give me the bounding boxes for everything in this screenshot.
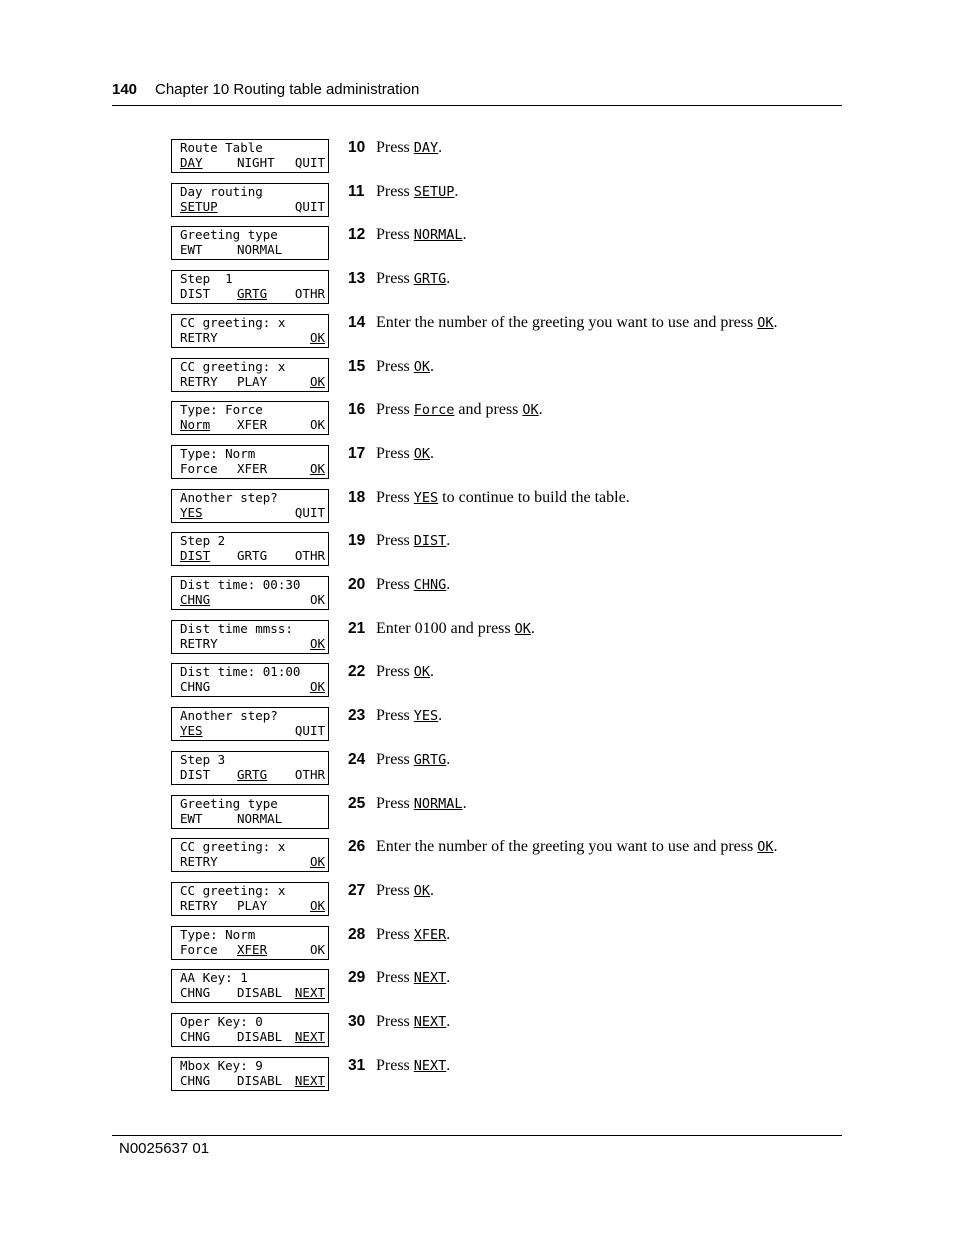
- softkey-label[interactable]: EWT: [180, 811, 203, 826]
- lcd-display: [171, 751, 329, 785]
- lcd-line-1: Type: Norm: [180, 446, 256, 461]
- lcd-softkeys: [180, 461, 325, 476]
- key-label: DIST: [413, 533, 447, 549]
- lcd-softkeys: [180, 242, 325, 257]
- lcd-line-1: CC greeting: x: [180, 883, 286, 898]
- step-number: 15: [348, 358, 366, 375]
- softkey-label[interactable]: DISABL: [237, 1029, 283, 1044]
- softkey-label[interactable]: EWT: [180, 242, 203, 257]
- instruction-text: .: [530, 620, 535, 637]
- instruction-text: to continue to build the table.: [438, 489, 630, 506]
- lcd-line-1: CC greeting: x: [180, 315, 286, 330]
- lcd-display: [171, 314, 329, 348]
- step-row: [0, 139, 954, 173]
- lcd-softkeys: [180, 548, 325, 563]
- key-label: NEXT: [413, 1014, 447, 1030]
- instruction-text: .: [462, 226, 467, 243]
- instruction-text: .: [446, 1013, 451, 1030]
- step-row: [0, 532, 954, 566]
- key-label: YES: [413, 708, 439, 724]
- softkey-label[interactable]: NEXT: [294, 985, 325, 1000]
- step-row: [0, 795, 954, 829]
- key-label: NORMAL: [413, 796, 463, 812]
- softkey-label[interactable]: XFER: [237, 417, 268, 432]
- key-label: OK: [514, 621, 531, 637]
- instruction-text: Press: [376, 707, 414, 724]
- lcd-display: [171, 489, 329, 523]
- step-instruction: [376, 663, 434, 681]
- instruction-text: .: [462, 795, 467, 812]
- step-row: [0, 882, 954, 916]
- instruction-text: .: [446, 1057, 451, 1074]
- step-instruction: [376, 270, 450, 288]
- lcd-line-1: Greeting type: [180, 227, 278, 242]
- step-row: [0, 226, 954, 260]
- key-label: OK: [413, 664, 431, 680]
- lcd-display: [171, 401, 329, 435]
- softkey-label[interactable]: OK: [309, 679, 325, 694]
- step-number: 13: [348, 270, 366, 287]
- softkey-label[interactable]: DAY: [180, 155, 203, 170]
- lcd-line-1: Dist time: 00:30: [180, 577, 301, 592]
- key-label: OK: [413, 883, 431, 899]
- step-number: 18: [348, 489, 366, 506]
- lcd-display: [171, 1013, 329, 1047]
- lcd-line-1: Step 1: [180, 271, 233, 286]
- lcd-display: [171, 882, 329, 916]
- step-number: 10: [348, 139, 366, 156]
- step-row: [0, 1013, 954, 1047]
- instruction-text: Press: [376, 751, 414, 768]
- softkey-label[interactable]: RETRY: [180, 898, 218, 913]
- step-number: 20: [348, 576, 366, 593]
- softkey-label[interactable]: QUIT: [294, 723, 325, 738]
- softkey-label[interactable]: Force: [180, 942, 218, 957]
- key-label: SETUP: [413, 184, 455, 200]
- instruction-text: .: [430, 882, 435, 899]
- instruction-text: Press: [376, 1057, 414, 1074]
- lcd-line-1: Route Table: [180, 140, 263, 155]
- softkey-label[interactable]: RETRY: [180, 636, 218, 651]
- instruction-text: Press: [376, 882, 414, 899]
- page-header: [112, 78, 842, 106]
- lcd-display: [171, 1057, 329, 1091]
- key-label: OK: [413, 359, 431, 375]
- step-instruction: [376, 707, 442, 725]
- softkey-label[interactable]: OTHR: [294, 286, 325, 301]
- step-row: [0, 969, 954, 1003]
- softkey-label[interactable]: NORMAL: [237, 811, 283, 826]
- step-instruction: [376, 576, 450, 594]
- step-row: [0, 270, 954, 304]
- instruction-text: Enter the number of the greeting you want to use and press: [376, 838, 758, 855]
- softkey-label[interactable]: OK: [309, 942, 325, 957]
- key-label: YES: [413, 490, 439, 506]
- instruction-text: Press: [376, 401, 414, 418]
- lcd-softkeys: [180, 1029, 325, 1044]
- step-instruction: [376, 226, 467, 244]
- softkey-label[interactable]: RETRY: [180, 330, 218, 345]
- softkey-label[interactable]: OK: [309, 330, 325, 345]
- step-instruction: [376, 969, 450, 987]
- softkey-label[interactable]: DIST: [180, 548, 211, 563]
- step-row: [0, 576, 954, 610]
- step-row: [0, 663, 954, 697]
- instruction-text: Press: [376, 795, 414, 812]
- instruction-text: Press: [376, 576, 414, 593]
- key-label: OK: [522, 402, 539, 418]
- instruction-text: .: [773, 314, 778, 331]
- softkey-label[interactable]: CHNG: [180, 679, 211, 694]
- step-number: 16: [348, 401, 366, 418]
- lcd-softkeys: [180, 1073, 325, 1088]
- step-instruction: [376, 1013, 450, 1031]
- instruction-text: .: [438, 707, 443, 724]
- instruction-text: Press: [376, 226, 414, 243]
- key-label: NORMAL: [413, 227, 463, 243]
- softkey-label[interactable]: QUIT: [294, 505, 325, 520]
- softkey-label[interactable]: NIGHT: [237, 155, 275, 170]
- softkey-label[interactable]: YES: [180, 505, 203, 520]
- lcd-line-1: Dist time: 01:00: [180, 664, 301, 679]
- lcd-softkeys: [180, 723, 325, 738]
- step-row: [0, 314, 954, 348]
- lcd-display: [171, 358, 329, 392]
- instruction-text: .: [430, 358, 435, 375]
- key-label: NEXT: [413, 1058, 447, 1074]
- instruction-text: Press: [376, 358, 414, 375]
- lcd-line-1: Another step?: [180, 490, 278, 505]
- lcd-display: [171, 969, 329, 1003]
- key-label: DAY: [413, 140, 439, 156]
- softkey-label[interactable]: OK: [309, 636, 325, 651]
- lcd-display: [171, 926, 329, 960]
- lcd-display: [171, 270, 329, 304]
- softkey-label[interactable]: OTHR: [294, 767, 325, 782]
- softkey-label[interactable]: NORMAL: [237, 242, 283, 257]
- softkey-label[interactable]: CHNG: [180, 1073, 211, 1088]
- lcd-display: [171, 620, 329, 654]
- lcd-softkeys: [180, 330, 325, 345]
- instruction-text: Enter 0100 and press: [376, 620, 515, 637]
- step-number: 29: [348, 969, 366, 986]
- step-instruction: [376, 926, 450, 944]
- softkey-label[interactable]: PLAY: [237, 898, 268, 913]
- instruction-text: Press: [376, 532, 414, 549]
- lcd-display: [171, 226, 329, 260]
- lcd-softkeys: [180, 767, 325, 782]
- step-number: 14: [348, 314, 366, 331]
- key-label: CHNG: [413, 577, 447, 593]
- softkey-label[interactable]: OTHR: [294, 548, 325, 563]
- step-number: 22: [348, 663, 366, 680]
- lcd-display: [171, 139, 329, 173]
- lcd-line-1: Dist time mmss:: [180, 621, 293, 636]
- lcd-softkeys: [180, 811, 325, 826]
- step-instruction: [376, 139, 442, 157]
- step-row: [0, 401, 954, 435]
- softkey-label[interactable]: RETRY: [180, 374, 218, 389]
- lcd-display: [171, 445, 329, 479]
- step-instruction: [376, 795, 467, 813]
- instruction-text: .: [446, 532, 451, 549]
- lcd-softkeys: [180, 417, 325, 432]
- lcd-display: [171, 576, 329, 610]
- instruction-text: .: [438, 139, 443, 156]
- step-number: 23: [348, 707, 366, 724]
- softkey-label[interactable]: QUIT: [294, 155, 325, 170]
- step-row: [0, 838, 954, 872]
- lcd-softkeys: [180, 155, 325, 170]
- lcd-softkeys: [180, 679, 325, 694]
- softkey-label[interactable]: SETUP: [180, 199, 218, 214]
- softkey-label[interactable]: OK: [309, 592, 325, 607]
- softkey-label[interactable]: OK: [309, 374, 325, 389]
- step-instruction: [376, 489, 630, 507]
- softkey-label[interactable]: Norm: [180, 417, 211, 432]
- step-instruction: [376, 358, 434, 376]
- lcd-softkeys: [180, 636, 325, 651]
- step-instruction: [376, 1057, 450, 1075]
- step-row: [0, 926, 954, 960]
- step-row: [0, 1057, 954, 1091]
- softkey-label[interactable]: QUIT: [294, 199, 325, 214]
- softkey-label[interactable]: XFER: [237, 461, 268, 476]
- key-label: GRTG: [413, 271, 447, 287]
- lcd-softkeys: [180, 898, 325, 913]
- document-number: N0025637 01: [119, 1140, 210, 1157]
- lcd-line-1: AA Key: 1: [180, 970, 248, 985]
- step-number: 19: [348, 532, 366, 549]
- softkey-label[interactable]: NEXT: [294, 1029, 325, 1044]
- instruction-text: .: [446, 576, 451, 593]
- softkey-label[interactable]: OK: [309, 461, 325, 476]
- step-row: [0, 707, 954, 741]
- softkey-label[interactable]: RETRY: [180, 854, 218, 869]
- step-number: 28: [348, 926, 366, 943]
- lcd-line-1: Day routing: [180, 184, 263, 199]
- instruction-text: Press: [376, 663, 414, 680]
- instruction-text: .: [446, 751, 451, 768]
- step-number: 12: [348, 226, 366, 243]
- key-label: GRTG: [413, 752, 447, 768]
- instruction-text: .: [446, 926, 451, 943]
- step-instruction: [376, 183, 458, 201]
- instruction-text: Press: [376, 270, 414, 287]
- step-instruction: [376, 401, 543, 419]
- instruction-text: .: [454, 183, 459, 200]
- step-number: 11: [348, 183, 365, 200]
- lcd-softkeys: [180, 199, 325, 214]
- lcd-softkeys: [180, 942, 325, 957]
- step-row: [0, 358, 954, 392]
- softkey-label[interactable]: DISABL: [237, 1073, 283, 1088]
- step-row: [0, 445, 954, 479]
- step-instruction: [376, 314, 778, 332]
- lcd-display: [171, 183, 329, 217]
- lcd-display: [171, 838, 329, 872]
- softkey-label[interactable]: XFER: [237, 942, 268, 957]
- step-number: 21: [348, 620, 366, 637]
- lcd-line-1: Type: Norm: [180, 927, 256, 942]
- instruction-text: .: [446, 270, 451, 287]
- softkey-label[interactable]: Force: [180, 461, 218, 476]
- lcd-line-1: Type: Force: [180, 402, 263, 417]
- instruction-text: Press: [376, 183, 414, 200]
- instruction-text: .: [430, 445, 435, 462]
- lcd-line-1: CC greeting: x: [180, 359, 286, 374]
- lcd-line-1: CC greeting: x: [180, 839, 286, 854]
- step-number: 27: [348, 882, 366, 899]
- instruction-text: Press: [376, 139, 414, 156]
- key-label: OK: [413, 446, 431, 462]
- page-footer: [112, 1135, 842, 1157]
- lcd-softkeys: [180, 854, 325, 869]
- softkey-label[interactable]: DIST: [180, 286, 211, 301]
- softkey-label[interactable]: OK: [309, 417, 325, 432]
- step-number: 26: [348, 838, 366, 855]
- step-instruction: [376, 882, 434, 900]
- softkey-label[interactable]: DIST: [180, 767, 211, 782]
- softkey-label[interactable]: CHNG: [180, 1029, 211, 1044]
- instruction-text: Press: [376, 445, 414, 462]
- softkey-label[interactable]: OK: [309, 854, 325, 869]
- step-number: 31: [348, 1057, 366, 1074]
- page-number: 140: [112, 81, 138, 98]
- softkey-label[interactable]: OK: [309, 898, 325, 913]
- instruction-text: Press: [376, 969, 414, 986]
- step-instruction: [376, 445, 434, 463]
- lcd-softkeys: [180, 286, 325, 301]
- chapter-title: Chapter 10 Routing table administration: [155, 81, 420, 98]
- instruction-text: Press: [376, 1013, 414, 1030]
- softkey-label[interactable]: GRTG: [237, 767, 268, 782]
- instruction-text: .: [430, 663, 435, 680]
- softkey-label[interactable]: GRTG: [237, 286, 268, 301]
- softkey-label[interactable]: DISABL: [237, 985, 283, 1000]
- step-row: [0, 489, 954, 523]
- step-number: 25: [348, 795, 366, 812]
- lcd-softkeys: [180, 374, 325, 389]
- step-instruction: [376, 838, 778, 856]
- key-label: NEXT: [413, 970, 447, 986]
- instruction-text: Press: [376, 926, 414, 943]
- key-label: OK: [757, 839, 774, 855]
- instruction-text: .: [538, 401, 543, 418]
- lcd-display: [171, 795, 329, 829]
- lcd-display: [171, 663, 329, 697]
- lcd-line-1: Oper Key: 0: [180, 1014, 263, 1029]
- lcd-line-1: Mbox Key: 9: [180, 1058, 263, 1073]
- lcd-softkeys: [180, 505, 325, 520]
- instruction-text: .: [773, 838, 778, 855]
- lcd-line-1: Step 2: [180, 533, 226, 548]
- key-label: Force: [413, 402, 455, 418]
- softkey-label[interactable]: NEXT: [294, 1073, 325, 1088]
- step-instruction: [376, 751, 450, 769]
- step-number: 17: [348, 445, 366, 462]
- instruction-text: and press: [454, 401, 523, 418]
- softkey-label[interactable]: YES: [180, 723, 203, 738]
- step-instruction: [376, 532, 450, 550]
- step-number: 24: [348, 751, 366, 768]
- instruction-text: Enter the number of the greeting you want to use and press: [376, 314, 758, 331]
- key-label: OK: [757, 315, 774, 331]
- lcd-line-1: Step 3: [180, 752, 226, 767]
- lcd-display: [171, 707, 329, 741]
- step-row: [0, 751, 954, 785]
- lcd-line-1: Another step?: [180, 708, 278, 723]
- softkey-label[interactable]: PLAY: [237, 374, 268, 389]
- step-instruction: [376, 620, 535, 638]
- softkey-label[interactable]: CHNG: [180, 592, 211, 607]
- instruction-text: .: [446, 969, 451, 986]
- lcd-softkeys: [180, 985, 325, 1000]
- key-label: XFER: [413, 927, 447, 943]
- step-number: 30: [348, 1013, 366, 1030]
- step-row: [0, 620, 954, 654]
- lcd-display: [171, 532, 329, 566]
- lcd-line-1: Greeting type: [180, 796, 278, 811]
- instruction-text: Press: [376, 489, 414, 506]
- softkey-label[interactable]: CHNG: [180, 985, 211, 1000]
- lcd-softkeys: [180, 592, 325, 607]
- step-row: [0, 183, 954, 217]
- softkey-label[interactable]: GRTG: [237, 548, 268, 563]
